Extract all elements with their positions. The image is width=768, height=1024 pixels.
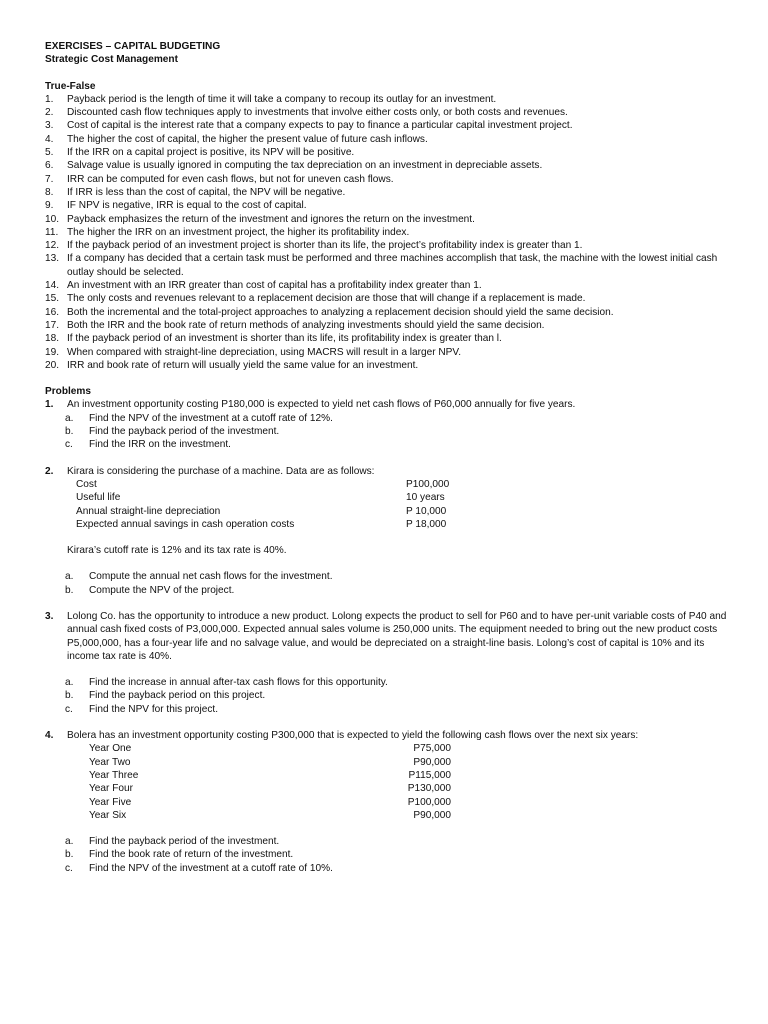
tf-number: 14. [45, 280, 60, 292]
problems-heading: Problems [45, 386, 91, 398]
tf-item [45, 173, 735, 186]
tf-item [45, 186, 735, 199]
tf-number: 6. [45, 160, 54, 172]
tf-item [45, 146, 735, 159]
sub-letter: c. [65, 703, 73, 715]
tf-item [45, 252, 735, 279]
tf-item [45, 332, 735, 345]
problem-number: 2. [45, 465, 54, 477]
tf-number: 2. [45, 107, 54, 119]
data-label: Annual straight-line depreciation [76, 505, 221, 517]
tf-text: IRR can be computed for even cash flows, but not for uneven cash flows. [67, 173, 394, 185]
year-label: Year One [89, 743, 132, 755]
problem-number: 4. [45, 730, 54, 742]
cash-flow-row [45, 809, 735, 822]
tf-item [45, 159, 735, 172]
data-row [45, 518, 735, 531]
cash-flow-value: P130,000 [407, 783, 451, 795]
cash-flow-value: P115,000 [408, 769, 451, 781]
problem-statement [45, 729, 735, 742]
data-label: Useful life [76, 492, 121, 504]
tf-text: Salvage value is usually ignored in computing the tax depreciation on an investment in depreciable assets. [67, 160, 543, 172]
tf-item [45, 306, 735, 319]
sub-item [45, 689, 735, 702]
tf-item [45, 213, 735, 226]
tf-number: 5. [45, 147, 54, 159]
data-row [45, 491, 735, 504]
problem-1 [45, 398, 735, 451]
tf-item [45, 119, 735, 132]
problem-number: 1. [45, 399, 54, 411]
tf-number: 7. [45, 173, 54, 185]
tf-text: The higher the IRR on an investment project, the higher its profitability index. [67, 226, 410, 238]
year-label: Year Two [89, 756, 131, 768]
sub-text: Find the NPV of the investment at a cutoff rate of 10%. [89, 862, 333, 874]
document-subtitle: Strategic Cost Management [45, 54, 178, 66]
sub-text: Find the payback period of the investment. [89, 426, 280, 438]
tf-text: Cost of capital is the interest rate that a company expects to pay to finance a particular capital investment project. [67, 120, 573, 132]
sub-letter: c. [65, 862, 73, 874]
sub-item [45, 438, 735, 451]
sub-letter: b. [65, 584, 74, 596]
data-label: Expected annual savings in cash operation costs [76, 518, 295, 530]
sub-item [45, 703, 735, 716]
tf-text: If the payback period of an investment project is shorter than its life, the project’s profitability index is greater than 1. [67, 240, 583, 252]
data-label: Cost [76, 478, 97, 490]
sub-item [45, 848, 735, 861]
problem-statement [45, 398, 735, 411]
tf-number: 13. [45, 253, 60, 265]
year-label: Year Six [89, 809, 127, 821]
problem-4 [45, 729, 735, 875]
cash-flow-value: P90,000 [413, 809, 451, 821]
tf-number: 17. [45, 319, 60, 331]
tf-number: 1. [45, 93, 54, 105]
tf-text: When compared with straight-line depreciation, using MACRS will result in a larger NPV. [67, 346, 462, 358]
document-page [45, 40, 735, 875]
sub-text: Find the payback period of the investment. [89, 836, 280, 848]
year-label: Year Three [89, 769, 139, 781]
sub-text: Find the NPV for this project. [89, 703, 219, 715]
sub-letter: a. [65, 412, 74, 424]
year-label: Year Five [89, 796, 132, 808]
sub-letter: c. [65, 439, 73, 451]
sub-item [45, 570, 735, 583]
problem-statement [45, 610, 735, 663]
tf-text: If the payback period of an investment is shorter than its life, its profitability index is greater than l. [67, 333, 502, 345]
data-value: 10 years [406, 492, 445, 504]
tf-text: IF NPV is negative, IRR is equal to the cost of capital. [67, 200, 307, 212]
tf-item [45, 359, 735, 372]
sub-text: Find the NPV of the investment at a cutoff rate of 12%. [89, 412, 333, 424]
problem-2 [45, 465, 735, 597]
sub-item [45, 412, 735, 425]
year-label: Year Four [89, 783, 133, 795]
tf-item [45, 93, 735, 106]
sub-text: Find the IRR on the investment. [89, 439, 231, 451]
cash-flow-value: P75,000 [413, 743, 451, 755]
tf-item [45, 346, 735, 359]
tf-number: 12. [45, 240, 60, 252]
true-false-heading: True-False [45, 80, 96, 92]
cash-flow-row [45, 782, 735, 795]
tf-number: 16. [45, 306, 60, 318]
problem-text: Kirara is considering the purchase of a machine. Data are as follows: [67, 465, 375, 477]
tf-item [45, 319, 735, 332]
tf-item [45, 279, 735, 292]
data-value: P100,000 [406, 478, 450, 490]
tf-number: 8. [45, 186, 54, 198]
tf-number: 10. [45, 213, 60, 225]
data-value: P 18,000 [406, 518, 447, 530]
tf-number: 18. [45, 333, 60, 345]
tf-number: 9. [45, 200, 54, 212]
tf-item [45, 106, 735, 119]
sub-text: Find the increase in annual after-tax cash flows for this opportunity. [89, 677, 388, 689]
sub-letter: b. [65, 690, 74, 702]
sub-text: Find the payback period on this project. [89, 690, 266, 702]
tf-text: Both the IRR and the book rate of return methods of analyzing investments should yield the same decision. [67, 319, 545, 331]
sub-letter: a. [65, 571, 74, 583]
tf-text: IRR and book rate of return will usually yield the same value for an investment. [67, 359, 419, 371]
tf-number: 11. [45, 226, 59, 238]
sub-text: Find the book rate of return of the investment. [89, 849, 294, 861]
problem-number: 3. [45, 610, 54, 622]
tf-number: 20. [45, 359, 60, 371]
sub-item [45, 425, 735, 438]
sub-text: Compute the NPV of the project. [89, 584, 235, 596]
sub-letter: a. [65, 677, 74, 689]
document-title: EXERCISES – CAPITAL BUDGETING [45, 41, 221, 52]
tf-number: 15. [45, 293, 60, 305]
tf-item [45, 133, 735, 146]
cash-flow-value: P90,000 [413, 756, 451, 768]
sub-letter: b. [65, 849, 74, 861]
sub-letter: b. [65, 426, 74, 438]
sub-item [45, 835, 735, 848]
tf-text: The only costs and revenues relevant to a replacement decision are those that will change if a replacement is made. [67, 293, 586, 305]
tf-text: The higher the cost of capital, the higher the present value of future cash inflows. [67, 133, 428, 145]
tf-text: Both the incremental and the total-project approaches to analyzing a replacement decision should yield the same decision. [67, 306, 614, 318]
problem-statement [45, 465, 735, 478]
cash-flow-row [45, 742, 735, 755]
tf-item [45, 239, 735, 252]
cash-flow-row [45, 769, 735, 782]
tf-number: 4. [45, 133, 54, 145]
problem-note: Kirara’s cutoff rate is 12% and its tax rate is 40%. [67, 545, 287, 557]
tf-text: An investment with an IRR greater than cost of capital has a profitability index greater than 1. [67, 280, 482, 292]
problem-3 [45, 610, 735, 716]
data-row [45, 478, 735, 491]
problem-text: Lolong Co. has the opportunity to introduce a new product. Lolong expects the product to sell for P60 and to have per-unit variable costs of P40 and annual cash fixed costs of P3,000,000. Expected annual sales volume is 250,000 units. The equipment needed to bring out the new product costs P5,000,000, has a four-year life and no salvage value, and would be depreciated on a straight-line basis. Lolong’s cost of capital is 10% and its income tax rate is 40%. [67, 610, 727, 662]
sub-item [45, 862, 735, 875]
tf-text: Payback period is the length of time it will take a company to recoup its outlay for an investment. [67, 93, 497, 105]
sub-text: Compute the annual net cash flows for the investment. [89, 571, 333, 583]
cash-flow-row [45, 796, 735, 809]
tf-item [45, 199, 735, 212]
true-false-list [45, 93, 735, 372]
sub-item [45, 676, 735, 689]
sub-letter: a. [65, 836, 74, 848]
cash-flow-row [45, 756, 735, 769]
tf-item [45, 292, 735, 305]
data-value: P 10,000 [406, 505, 447, 517]
tf-text: If IRR is less than the cost of capital, the NPV will be negative. [67, 186, 346, 198]
tf-number: 3. [45, 120, 54, 132]
problem-text: Bolera has an investment opportunity costing P300,000 that is expected to yield the following cash flows over the next six years: [67, 730, 639, 742]
tf-text: If a company has decided that a certain task must be performed and three machines accomplish that task, the machine with the lowest initial cash outlay should be selected. [67, 253, 718, 278]
sub-item [45, 584, 735, 597]
cash-flow-value: P100,000 [407, 796, 451, 808]
data-row [45, 505, 735, 518]
tf-number: 19. [45, 346, 60, 358]
tf-item [45, 226, 735, 239]
tf-text: If the IRR on a capital project is positive, its NPV will be positive. [67, 147, 355, 159]
problem-text: An investment opportunity costing P180,000 is expected to yield net cash flows of P60,000 annually for five years. [67, 399, 576, 411]
tf-text: Discounted cash flow techniques apply to investments that involve either costs only, or both costs and revenues. [67, 107, 568, 119]
tf-text: Payback emphasizes the return of the investment and ignores the return on the investment. [67, 213, 475, 225]
